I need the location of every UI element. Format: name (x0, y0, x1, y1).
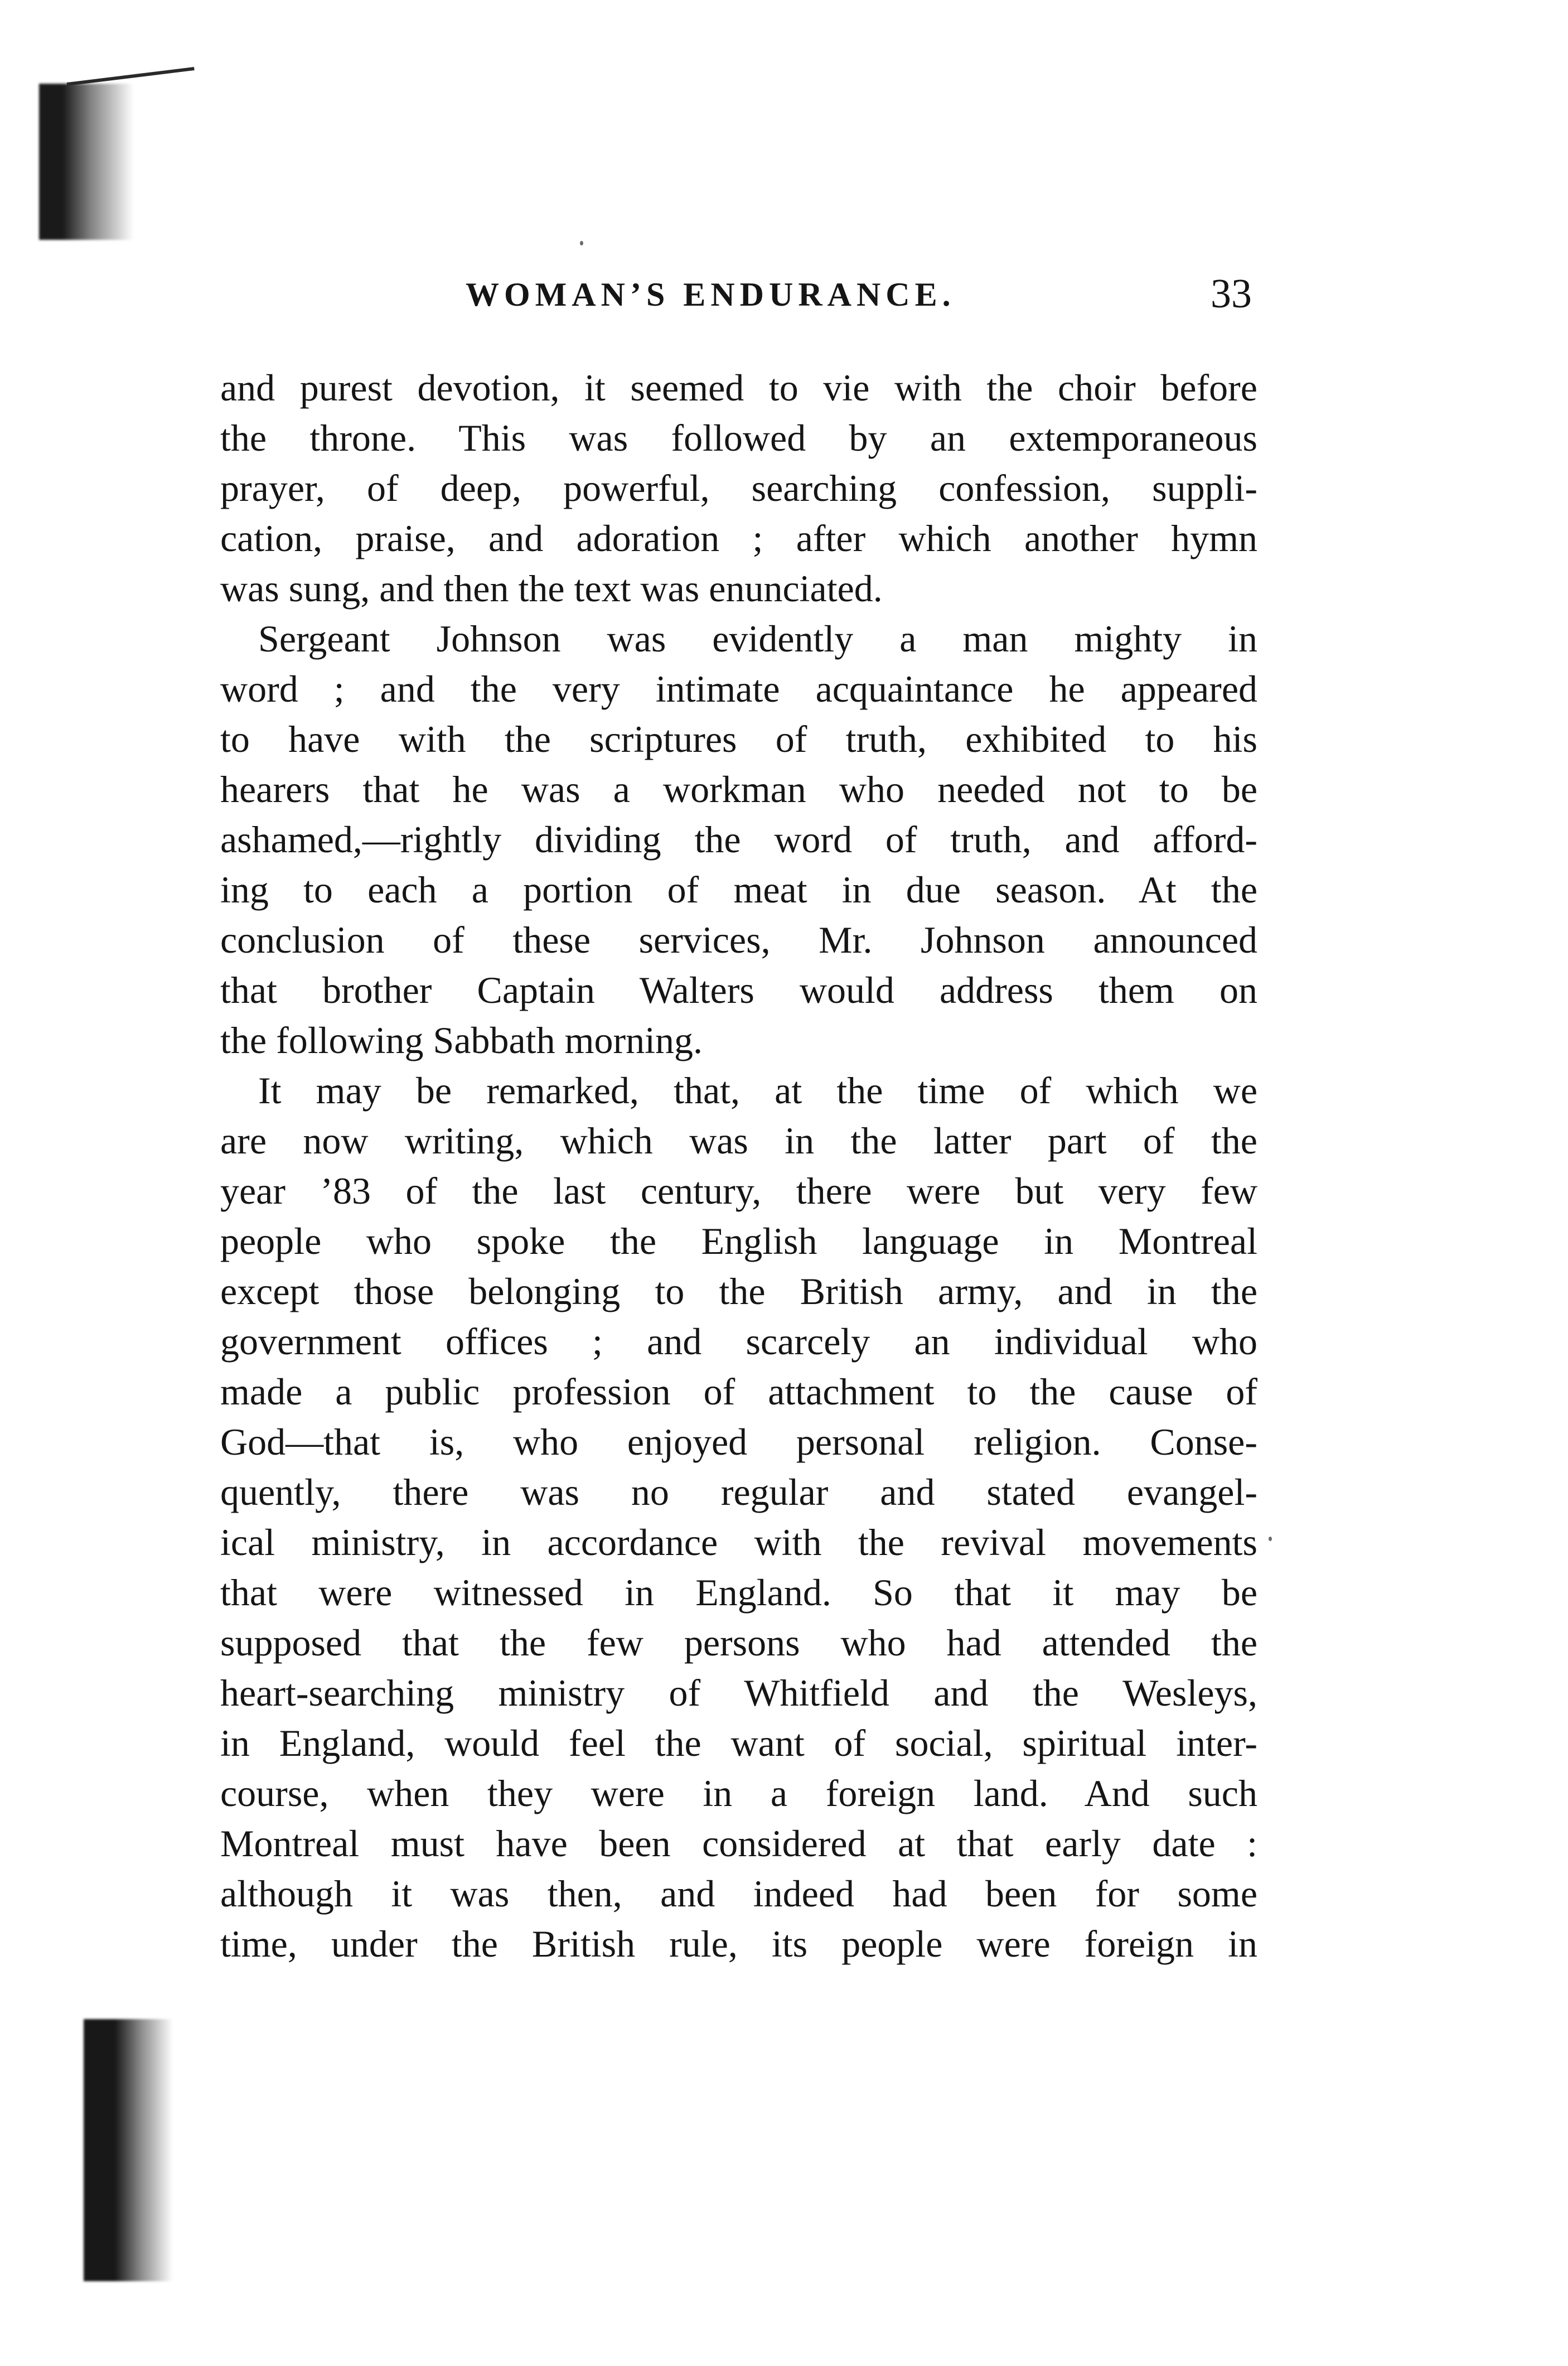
text-line: prayer, of deep, powerful, searching confession, suppli- (220, 467, 1257, 509)
text-line: was sung, and then the text was enunciated. (220, 567, 883, 610)
text-line: made a public profession of attachment to the cause of (220, 1370, 1257, 1413)
text-line: although it was then, and indeed had been for some (220, 1872, 1257, 1915)
text-line: that brother Captain Walters would address them on (220, 969, 1257, 1011)
text-line: hearers that he was a workman who needed not to be (220, 768, 1257, 810)
text-line: ashamed,—rightly dividing the word of truth, and afford- (220, 818, 1257, 861)
text-line: conclusion of these services, Mr. Johnson announced (220, 919, 1257, 961)
text-line: supposed that the few persons who had attended the (220, 1621, 1257, 1664)
text-line: except those belonging to the British army, and in the (220, 1270, 1257, 1312)
text-line: ing to each a portion of meat in due season. At the (220, 868, 1257, 911)
text-line: that were witnessed in England. So that it may be (220, 1571, 1257, 1614)
page-number: 33 (1211, 271, 1252, 317)
text-line: quently, there was no regular and stated evangel- (220, 1471, 1257, 1513)
text-line: God—that is, who enjoyed personal religion. Conse- (220, 1421, 1257, 1463)
text-line: Montreal must have been considered at that early date : (220, 1822, 1257, 1865)
text-line: word ; and the very intimate acquaintance he appeared (220, 668, 1257, 710)
text-line: in England, would feel the want of social, spiritual inter- (220, 1722, 1257, 1764)
text-line: year ’83 of the last century, there were but very few (220, 1170, 1257, 1212)
paragraph-start-line: Sergeant Johnson was evidently a man mighty in (258, 617, 1257, 660)
text-line: the following Sabbath morning. (220, 1019, 703, 1061)
paragraph-start-line: It may be remarked, that, at the time of which we (258, 1069, 1257, 1112)
scan-edge-mark (67, 67, 195, 86)
text-line: and purest devotion, it seemed to vie with the choir before (220, 366, 1257, 409)
text-line: heart-searching ministry of Whitfield and the Wesleys, (220, 1672, 1257, 1714)
print-speck (580, 241, 583, 245)
text-line: ical ministry, in accordance with the revival movements (220, 1521, 1257, 1563)
text-line: to have with the scriptures of truth, exhibited to his (220, 718, 1257, 760)
scan-edge-shadow-top (39, 84, 134, 240)
scan-edge-shadow-bottom (84, 2019, 173, 2281)
text-line: cation, praise, and adoration ; after which another hymn (220, 517, 1257, 559)
running-head: WOMAN’S ENDURANCE. (466, 276, 956, 313)
text-line: time, under the British rule, its people were foreign in (220, 1923, 1257, 1965)
text-line: are now writing, which was in the latter part of the (220, 1119, 1257, 1162)
text-line: people who spoke the English language in Montreal (220, 1220, 1257, 1262)
text-line: the throne. This was followed by an extemporaneous (220, 417, 1257, 459)
print-speck (1269, 1537, 1272, 1541)
page-header (220, 268, 1257, 329)
body-text (220, 363, 1257, 1969)
text-line: government offices ; and scarcely an individual who (220, 1320, 1257, 1363)
text-line: course, when they were in a foreign land. And such (220, 1772, 1257, 1814)
